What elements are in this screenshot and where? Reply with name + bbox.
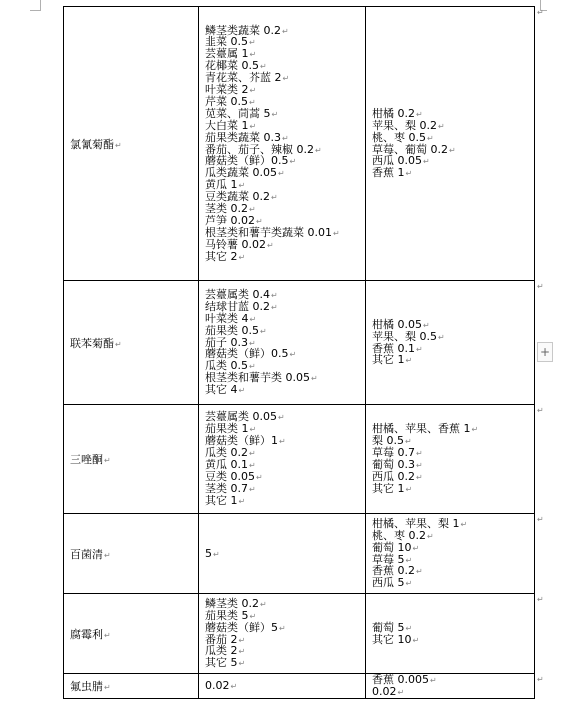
paragraph-mark: ↵ (238, 181, 246, 191)
paragraph-mark: ↵ (416, 109, 423, 119)
limit-line (205, 657, 365, 669)
paragraph-mark: ↵ (249, 461, 256, 470)
limit-text: 香蕉 0.2 (372, 564, 415, 578)
paragraph-mark: ↵ (405, 169, 413, 179)
row-end-mark: ↵ (537, 595, 544, 604)
limit-text: 0.02 (205, 678, 230, 692)
limit-line (205, 680, 365, 692)
paragraph-mark: ↵ (278, 413, 285, 423)
pesticide-name: 三唑酮 (70, 453, 103, 466)
paragraph-mark: ↵ (104, 682, 111, 692)
paragraph-mark: ↵ (249, 314, 257, 324)
paragraph-mark: ↵ (249, 484, 256, 494)
paragraph-mark: ↵ (405, 579, 413, 589)
limit-line (205, 251, 365, 263)
paragraph-mark: ↵ (282, 74, 290, 84)
limit-text: 豆类 0.05 (205, 469, 255, 483)
row-end-mark: ↵ (537, 675, 544, 684)
pesticide-name-cell[interactable] (64, 281, 199, 405)
row-end-mark: ↵ (537, 282, 544, 291)
paragraph-mark: ↵ (271, 193, 278, 203)
paragraph-mark: ↵ (405, 623, 413, 633)
paragraph-mark: ↵ (412, 543, 420, 553)
limit-text: 其它 1 (205, 493, 238, 507)
paragraph-mark: ↵ (289, 157, 297, 167)
table-row (64, 7, 535, 281)
paragraph-mark: ↵ (267, 240, 274, 250)
paragraph-mark: ↵ (104, 550, 111, 560)
table-row (64, 674, 535, 699)
pesticide-name: 腐霉利 (70, 627, 103, 641)
limit-text: 茄子 0.3 (205, 335, 248, 349)
limit-line (372, 354, 534, 366)
paragraph-mark: ↵ (260, 599, 267, 609)
limit-text: 柑橘、苹果、香蕉 1 (372, 422, 471, 436)
paragraph-mark: ↵ (282, 133, 289, 143)
paragraph-mark: ↵ (438, 332, 445, 342)
add-column-button[interactable]: + (537, 342, 553, 362)
limit-text: 西瓜 0.2 (372, 469, 415, 483)
limit-text: 草莓、葡萄 0.2 (372, 142, 448, 156)
limit-text: 蘑菇类（鲜）0.5 (205, 154, 289, 168)
paragraph-mark: ↵ (256, 472, 263, 482)
paragraph-mark: ↵ (427, 133, 434, 143)
pesticide-name-cell[interactable] (64, 7, 199, 281)
paragraph-mark: ↵ (238, 386, 246, 396)
paragraph-mark: ↵ (405, 356, 413, 366)
row-end-mark: ↵ (537, 515, 544, 524)
limit-text: 茄果类 1 (205, 422, 249, 436)
limit-text: 韭菜 0.5 (205, 35, 248, 49)
paragraph-mark: ↵ (249, 611, 257, 621)
vegetable-limits-cell[interactable] (199, 514, 366, 594)
table-row (64, 514, 535, 594)
limit-text: 葡萄 0.3 (372, 458, 415, 471)
paragraph-mark: ↵ (238, 635, 246, 645)
limit-text: 茄果类 0.5 (205, 323, 259, 337)
limit-text: 芹菜 0.5 (205, 94, 248, 108)
paragraph-mark: ↵ (278, 169, 285, 179)
paragraph-mark: ↵ (289, 350, 297, 360)
limit-text: 瓜类蔬菜 0.05 (205, 166, 277, 180)
vegetable-limits-cell[interactable] (199, 281, 366, 405)
fruit-limits-cell[interactable] (366, 405, 535, 514)
limit-text: 花椰菜 0.5 (205, 59, 259, 73)
vegetable-limits-cell[interactable] (199, 594, 366, 674)
paragraph-mark: ↵ (249, 425, 257, 435)
limit-text: 黄瓜 1 (205, 178, 238, 192)
paragraph-mark: ↵ (104, 630, 111, 640)
limit-text: 西瓜 5 (372, 576, 405, 590)
limit-text: 5 (205, 546, 212, 560)
pesticide-name-cell[interactable] (64, 405, 199, 514)
fruit-limits-cell[interactable] (366, 7, 535, 281)
pesticide-name: 联苯菊酯 (70, 336, 114, 350)
paragraph-mark: ↵ (256, 216, 263, 226)
fruit-limits-cell[interactable] (366, 594, 535, 674)
limit-text: 其它 1 (372, 481, 405, 495)
limit-line (205, 495, 365, 507)
limit-text: 草莓 0.7 (372, 446, 415, 460)
paragraph-mark: ↵ (315, 145, 322, 155)
paragraph-mark: ↵ (249, 362, 256, 372)
limit-text: 芸薹属 1 (205, 47, 249, 61)
paragraph-mark: ↵ (423, 320, 430, 330)
paragraph-mark: ↵ (333, 228, 340, 238)
limit-text: 结球甘蓝 0.2 (205, 299, 270, 313)
paragraph-mark: ↵ (438, 121, 445, 131)
paragraph-mark: ↵ (271, 109, 279, 119)
paragraph-mark: ↵ (249, 97, 256, 107)
limit-text: 其它 1 (372, 353, 405, 367)
paragraph-mark: ↵ (238, 496, 246, 506)
paragraph-mark: ↵ (238, 647, 246, 657)
limit-line (372, 686, 534, 698)
limit-text: 根茎类和薯芋类蔬菜 0.01 (205, 225, 332, 239)
paragraph-mark: ↵ (249, 121, 257, 131)
vegetable-limits-cell[interactable] (199, 674, 366, 699)
paragraph-mark: ↵ (311, 374, 318, 384)
limit-text: 其它 4 (205, 383, 238, 397)
limit-line (205, 548, 365, 560)
limit-text: 黄瓜 0.1 (205, 458, 248, 471)
limit-text: 柑橘 0.2 (372, 106, 415, 120)
paragraph-mark: ↵ (230, 681, 238, 691)
paragraph-mark: ↵ (427, 531, 434, 541)
limit-text: 香蕉 0.1 (372, 341, 415, 355)
paragraph-mark: ↵ (423, 157, 430, 167)
limit-text: 蘑菇类（鲜）1 (205, 434, 278, 448)
limit-text: 葡萄 10 (372, 540, 412, 554)
limit-text: 马铃薯 0.02 (205, 237, 266, 251)
paragraph-mark: ↵ (416, 344, 423, 354)
limit-text: 茄果类 5 (205, 608, 249, 622)
paragraph-mark: ↵ (260, 326, 267, 336)
limit-text: 其它 5 (205, 656, 238, 670)
paragraph-mark: ↵ (249, 449, 256, 459)
paragraph-mark: ↵ (416, 567, 423, 577)
limit-text: 茎类 0.7 (205, 481, 248, 495)
pesticide-name-cell[interactable] (64, 674, 199, 699)
paragraph-mark: ↵ (115, 140, 122, 150)
pesticide-name-cell[interactable] (64, 514, 199, 594)
pesticide-name-cell[interactable] (64, 594, 199, 674)
limit-text: 茄果类蔬菜 0.3 (205, 130, 281, 144)
table-row (64, 281, 535, 405)
pesticide-name: 百菌清 (70, 547, 103, 561)
pesticide-name: 氯氰菊酯 (70, 137, 114, 151)
limit-text: 桃、枣 0.5 (372, 130, 426, 144)
limit-text: 豆类蔬菜 0.2 (205, 190, 270, 204)
paragraph-mark: ↵ (249, 86, 257, 96)
table-row (64, 405, 535, 514)
limit-text: 蘑菇类（鲜）5 (205, 620, 278, 634)
limit-line (372, 634, 534, 646)
limit-text: 苹果、梨 0.5 (372, 329, 437, 343)
limit-text: 大白菜 1 (205, 118, 249, 132)
paragraph-mark: ↵ (260, 62, 267, 72)
limit-text: 根茎类和薯芋类 0.05 (205, 371, 310, 385)
limit-text: 番茄 2 (205, 632, 238, 646)
paragraph-mark: ↵ (279, 437, 286, 447)
paragraph-mark: ↵ (213, 549, 220, 559)
row-end-mark: ↵ (537, 406, 544, 415)
limit-text: 香蕉 1 (372, 166, 405, 180)
limit-text: 茎类 0.2 (205, 201, 248, 215)
limit-text: 西瓜 0.05 (372, 154, 422, 168)
limit-text: 芸薹属类 0.05 (205, 410, 277, 424)
paragraph-mark: ↵ (279, 623, 286, 633)
paragraph-mark: ↵ (412, 635, 420, 645)
limit-text: 芦笋 0.02 (205, 213, 255, 227)
limit-line (372, 483, 534, 495)
paragraph-mark: ↵ (405, 437, 412, 447)
paragraph-mark: ↵ (449, 145, 456, 155)
paragraph-mark: ↵ (249, 38, 256, 48)
limit-text: 草莓 5 (372, 552, 405, 566)
paragraph-mark: ↵ (271, 290, 278, 300)
paragraph-mark: ↵ (405, 484, 413, 494)
paragraph-mark: ↵ (460, 519, 468, 529)
paragraph-mark: ↵ (238, 252, 246, 262)
paragraph-mark: ↵ (416, 449, 423, 459)
limit-text: 柑橘、苹果、梨 1 (372, 516, 460, 530)
pesticide-residue-table (63, 6, 535, 699)
limit-text: 苋菜、茼蒿 5 (205, 106, 271, 120)
paragraph-mark: ↵ (397, 687, 405, 697)
fruit-limits-cell[interactable] (366, 281, 535, 405)
limit-text: 青花菜、芥蓝 2 (205, 71, 282, 85)
fruit-limits-cell[interactable] (366, 674, 535, 699)
limit-text: 鳞茎类 0.2 (205, 596, 259, 610)
limit-text: 芸薹属类 0.4 (205, 287, 270, 301)
limit-text: 瓜类 2 (205, 644, 238, 658)
limit-line (372, 577, 534, 589)
row-end-mark: ↵ (537, 8, 544, 17)
paragraph-mark: ↵ (271, 302, 278, 312)
paragraph-mark: ↵ (249, 50, 257, 60)
limit-line (372, 167, 534, 179)
limit-text: 梨 0.5 (372, 434, 404, 448)
limit-line (205, 384, 365, 396)
limit-text: 香蕉 0.005 (372, 673, 429, 686)
limit-text: 叶菜类 4 (205, 311, 249, 325)
paragraph-mark: ↵ (405, 555, 413, 565)
limit-text: 叶菜类 2 (205, 83, 249, 97)
limit-text: 0.02 (372, 684, 397, 698)
paragraph-mark: ↵ (282, 26, 289, 36)
limit-text: 其它 10 (372, 632, 412, 646)
paragraph-mark: ↵ (249, 338, 256, 348)
limit-text: 其它 2 (205, 249, 238, 263)
fruit-limits-cell[interactable] (366, 514, 535, 594)
paragraph-mark: ↵ (416, 461, 423, 470)
paragraph-mark: ↵ (430, 676, 437, 685)
limit-text: 桃、枣 0.2 (372, 528, 426, 542)
limit-text: 蘑菇类（鲜）0.5 (205, 347, 289, 361)
paragraph-mark: ↵ (416, 472, 423, 482)
limit-text: 鳞茎类蔬菜 0.2 (205, 23, 281, 37)
vegetable-limits-cell[interactable] (199, 405, 366, 514)
limit-text: 葡萄 5 (372, 620, 405, 634)
paragraph-mark: ↵ (249, 204, 256, 214)
table-row (64, 594, 535, 674)
vegetable-limits-cell[interactable] (199, 7, 366, 281)
paragraph-mark: ↵ (238, 659, 246, 669)
limit-text: 苹果、梨 0.2 (372, 118, 437, 132)
limit-text: 番茄、茄子、辣椒 0.2 (205, 142, 314, 156)
pesticide-name: 氟虫腈 (70, 679, 103, 693)
limit-text: 瓜类 0.2 (205, 446, 248, 460)
page-corner-mark-left (30, 0, 41, 11)
paragraph-mark: ↵ (471, 425, 479, 435)
limit-text: 柑橘 0.05 (372, 317, 422, 331)
paragraph-mark: ↵ (104, 456, 111, 465)
limit-text: 瓜类 0.5 (205, 359, 248, 373)
paragraph-mark: ↵ (115, 339, 122, 349)
